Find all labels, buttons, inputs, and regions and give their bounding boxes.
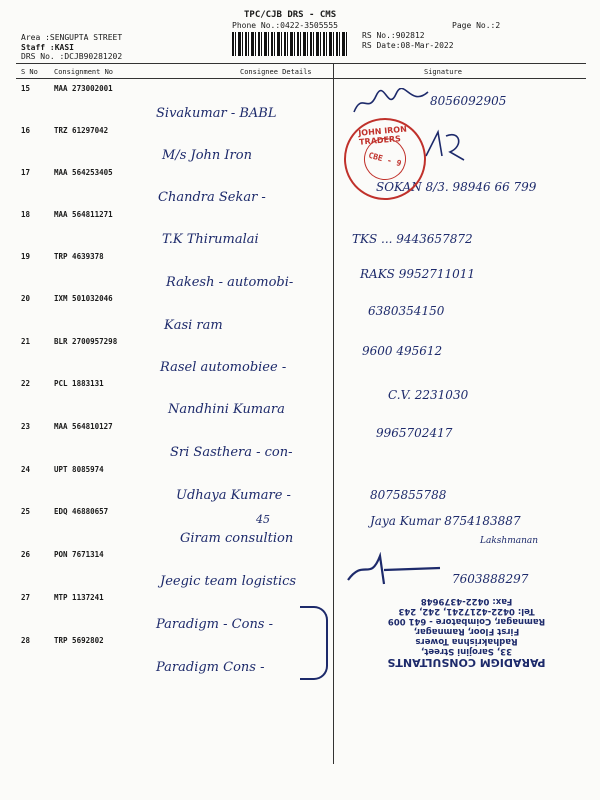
stamp-line: Fax: 0422-4379648 xyxy=(420,596,513,606)
handwritten-signature: Jaya Kumar 8754183887 xyxy=(370,514,521,528)
handwritten-consignee: Jeegic team logistics xyxy=(160,574,297,589)
phone-number: Phone No.:0422-3505555 xyxy=(232,21,338,30)
row-sno: 17 xyxy=(21,168,31,177)
row-consignment: UPT 8085974 xyxy=(54,465,104,474)
signature-column-divider xyxy=(333,64,334,764)
header-divider xyxy=(16,63,586,64)
column-header-signature: Signature xyxy=(424,68,462,76)
handwritten-consignee: Giram consultion xyxy=(180,531,294,546)
handwritten-signature: 9600 495612 xyxy=(362,344,443,358)
row-consignment: MAA 564253405 xyxy=(54,168,113,177)
handwritten-signature: 9965702417 xyxy=(376,426,453,440)
handwritten-consignee: Kasi ram xyxy=(164,318,223,333)
row-consignment: TRZ 61297042 xyxy=(54,126,109,135)
column-header-divider xyxy=(16,78,586,79)
handwritten-consignee: Sivakumar - BABL xyxy=(156,106,277,121)
staff-field: Staff :KASI xyxy=(21,43,74,52)
stamp-line: Ramnagar, Coimbatore - 641 009 xyxy=(387,616,546,626)
handwritten-signature: TKS ... 9443657872 xyxy=(352,232,473,246)
handwritten-consignee: M/s John Iron xyxy=(162,148,252,163)
handwritten-consignee: Nandhini Kumara xyxy=(168,402,285,417)
row-sno: 18 xyxy=(21,210,31,219)
row-sno: 23 xyxy=(21,422,31,431)
stamp-line: Radhakrishna Towers xyxy=(415,636,518,646)
row-sno: 28 xyxy=(21,636,31,645)
handwritten-signature: SOKAN 8/3. 98946 66 799 xyxy=(376,180,537,194)
row-sno: 22 xyxy=(21,379,31,388)
row-consignment: TRP 5692802 xyxy=(54,636,104,645)
handwritten-signature: 6380354150 xyxy=(368,304,445,318)
row-sno: 24 xyxy=(21,465,31,474)
rs-date: RS Date:08-Mar-2022 xyxy=(362,41,454,50)
row-consignment: MAA 564810127 xyxy=(54,422,113,431)
paradigm-consultants-stamp xyxy=(344,596,589,669)
row-sno: 25 xyxy=(21,507,31,516)
handwritten-signature: 8075855788 xyxy=(370,488,447,502)
row-sno: 19 xyxy=(21,252,31,261)
stamp-line: First Floor, Ramnagar, xyxy=(413,626,520,636)
stamp-line: Tel: 0422-4217241, 242, 243 xyxy=(398,606,535,616)
row-consignment: IXM 501032046 xyxy=(54,294,113,303)
handwritten-signature: Lakshmanan xyxy=(480,536,539,546)
row-consignment: MAA 273002001 xyxy=(54,84,113,93)
handwritten-consignee: Rakesh - automobi- xyxy=(166,275,294,290)
handwritten-consignee: Chandra Sekar - xyxy=(158,190,266,205)
handwritten-consignee: T.K Thirumalai xyxy=(162,232,259,247)
row-consignment: MTP 1137241 xyxy=(54,593,104,602)
page-number: Page No.:2 xyxy=(452,21,501,30)
handwritten-consignee: Sri Sasthera - con- xyxy=(170,445,293,460)
handwritten-consignee: Paradigm - Cons - xyxy=(156,617,274,632)
handwritten-bracket xyxy=(300,606,328,680)
row-sno: 20 xyxy=(21,294,31,303)
row-consignment: PON 7671314 xyxy=(54,550,104,559)
row-consignment: MAA 564811271 xyxy=(54,210,113,219)
stamp-line: PARADIGM CONSULTANTS xyxy=(387,656,546,669)
row-sno: 16 xyxy=(21,126,31,135)
handwritten-signature: 7603888297 xyxy=(452,572,529,586)
row-sno: 27 xyxy=(21,593,31,602)
handwritten-note: 45 xyxy=(256,513,270,526)
stamp-line: 33, Sarojini Street, xyxy=(421,646,512,656)
row-sno: 26 xyxy=(21,550,31,559)
handwritten-signature: RAKS 9952711011 xyxy=(360,267,476,281)
drs-number: DRS No. :DCJB90281202 xyxy=(21,52,123,61)
barcode-image xyxy=(232,32,348,56)
document-title: TPC/CJB DRS - CMS xyxy=(244,10,337,20)
stamp-arc-text: JOHN IRON TRADERS xyxy=(357,124,408,147)
handwritten-consignee: Udhaya Kumare - xyxy=(176,488,291,503)
column-header-sno: S No xyxy=(21,68,38,76)
signature-scribble xyxy=(352,88,432,118)
signature-scribble xyxy=(344,552,444,588)
area-field: Area :SENGUPTA STREET xyxy=(21,33,123,42)
row-consignment: TRP 4639378 xyxy=(54,252,104,261)
handwritten-signature: C.V. 2231030 xyxy=(388,388,469,402)
row-sno: 15 xyxy=(21,84,31,93)
column-header-consignee: Consignee Details xyxy=(240,68,312,76)
row-consignment: PCL 1883131 xyxy=(54,379,104,388)
handwritten-consignee: Rasel automobiee - xyxy=(160,360,287,375)
row-sno: 21 xyxy=(21,337,31,346)
column-header-consignment: Consignment No xyxy=(54,68,114,76)
john-iron-traders-stamp xyxy=(335,109,435,209)
handwritten-consignee: Paradigm Cons - xyxy=(156,660,265,675)
row-consignment: BLR 2700957298 xyxy=(54,337,118,346)
stamp-center: CBE - 9 xyxy=(359,133,410,184)
rs-number: RS No.:902812 xyxy=(362,31,425,40)
handwritten-signature: 8056092905 xyxy=(430,94,507,108)
row-consignment: EDQ 46880657 xyxy=(54,507,109,516)
